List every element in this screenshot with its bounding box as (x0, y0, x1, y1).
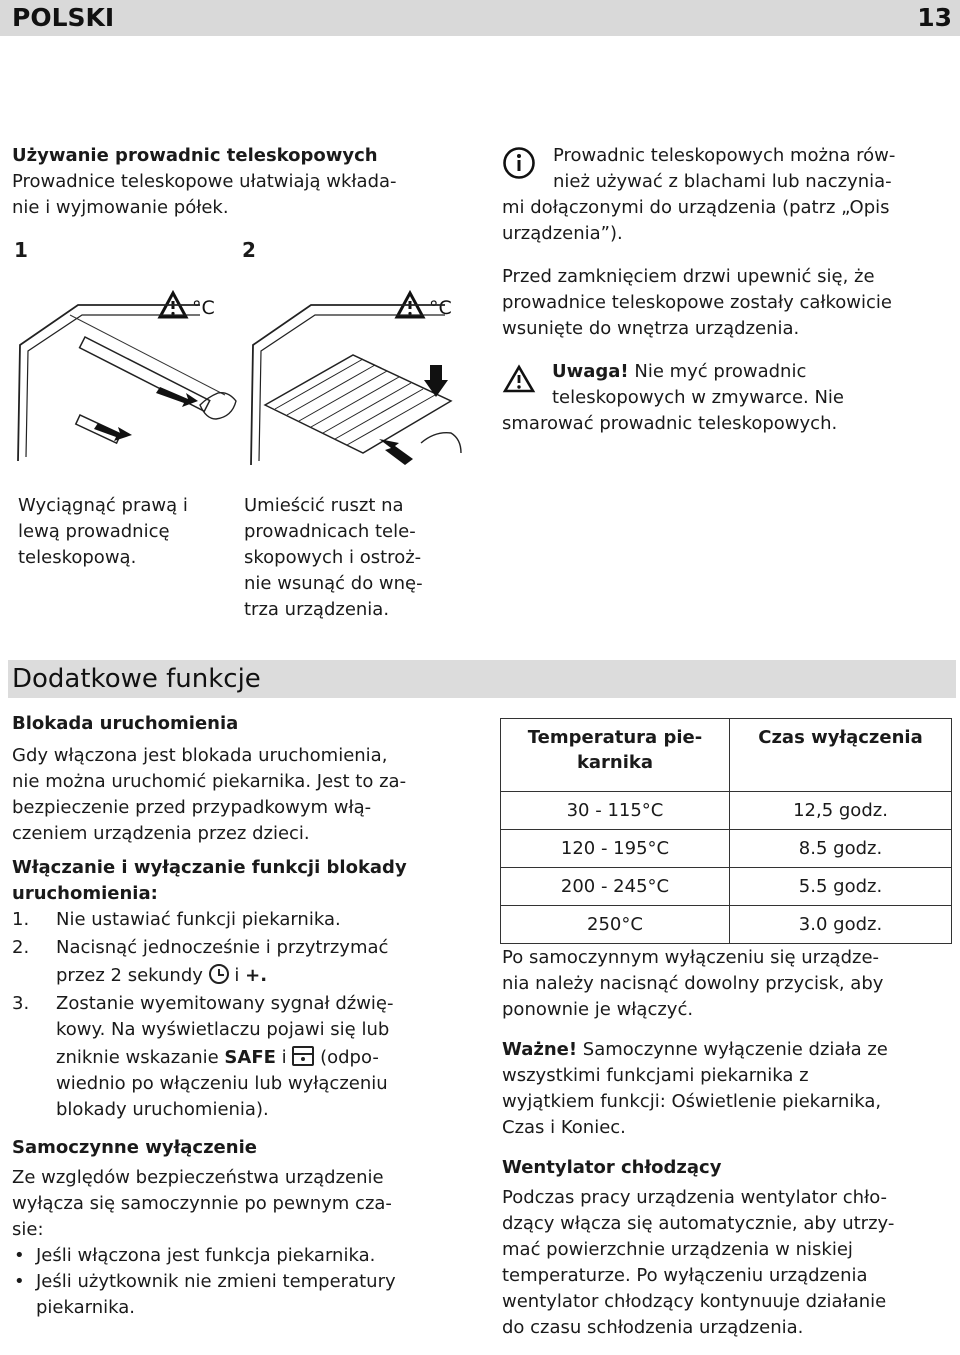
clock-icon (209, 964, 229, 984)
auto-off-body-line: Ze względów bezpieczeństwa urządzenie (12, 1167, 384, 1188)
lock-body-line: Gdy włączona jest blokada uruchomienia, (12, 745, 388, 766)
fan-title: Wentylator chłodzący (502, 1157, 722, 1178)
plus-key-label: + (245, 965, 261, 986)
bullet-line: piekarnika. (36, 1297, 135, 1318)
important-line: wyjątkiem funkcji: Oświetlenie piekarnika, (502, 1091, 882, 1112)
info-line: urządzenia”). (502, 223, 623, 244)
warning-label: Uwaga! (552, 361, 629, 382)
warning-line: smarować prowadnic teleskopowych. (502, 413, 838, 434)
header-line: Temperatura pie- (527, 727, 703, 748)
lock-body-line: czeniem urządzenia przez dzieci. (12, 823, 310, 844)
table-header-time (730, 719, 952, 792)
fan-body-line: wentylator chłodzący kontynuuje działanie (502, 1291, 887, 1312)
lock-title: Blokada uruchomienia (12, 713, 239, 734)
fan-body-line: temperaturze. Po wyłączeniu urządzenia (502, 1265, 868, 1286)
auto-off-body-line: sie: (12, 1219, 44, 1240)
step-line: Nacisnąć jednocześnie i przytrzymać (56, 937, 389, 958)
table-row (501, 868, 952, 906)
table-cell-temperature: 200 - 245°C (501, 868, 730, 906)
note-line: Przed zamknięciem drzwi upewnić się, że (502, 266, 875, 287)
important-line: wszystkimi funkcjami piekarnika z (502, 1065, 809, 1086)
page-number: 13 (917, 3, 952, 32)
close-door-note (502, 264, 954, 342)
important-line: Samoczynne wyłączenie działa ze (577, 1039, 888, 1060)
lock-body-line: nie można uruchomić piekarnika. Jest to za- (12, 771, 407, 792)
table-row (501, 906, 952, 944)
header-line: Czas wyłączenia (758, 727, 923, 748)
info-text-indented (553, 143, 953, 195)
telescopic-intro-line: nie i wyjmowanie półek. (12, 197, 229, 218)
step-line: blokady uruchomienia). (56, 1099, 269, 1120)
table-row (501, 792, 952, 830)
fan-body-line: do czasu schłodzenia urządzenia. (502, 1317, 804, 1338)
bullet-icon: • (14, 1245, 25, 1266)
step-line: i (228, 965, 246, 986)
temperature-label: °C (429, 297, 452, 319)
note-line: wsunięte do wnętrza urządzenia. (502, 318, 800, 339)
important-line: Czas i Koniec. (502, 1117, 626, 1138)
table-cell-time: 12,5 godz. (730, 792, 952, 830)
table-cell-time: 3.0 godz. (730, 906, 952, 944)
step-line: . (260, 965, 268, 986)
info-line: Prowadnic teleskopowych można rów- (553, 145, 896, 166)
after-table-line: ponownie je włączyć. (502, 999, 694, 1020)
bullet-line: Jeśli włączona jest funkcja piekarnika. (36, 1245, 376, 1266)
telescopic-title: Używanie prowadnic teleskopowych (12, 145, 378, 166)
after-table-line: nia należy nacisnąć dowolny przycisk, aby (502, 973, 884, 994)
warning-text-full (502, 411, 954, 437)
table-cell-time: 8.5 godz. (730, 830, 952, 868)
note-line: prowadnice teleskopowe zostały całkowicie (502, 292, 893, 313)
caption-line: lewą prowadnicę (18, 521, 170, 542)
caption-line: teleskopową. (18, 547, 137, 568)
section-heading (8, 660, 956, 698)
table-cell-temperature: 120 - 195°C (501, 830, 730, 868)
table-header-row (501, 719, 952, 792)
table-cell-time: 5.5 godz. (730, 868, 952, 906)
warning-icon (502, 364, 536, 394)
lock-section (12, 711, 462, 1321)
header-line: karnika (576, 752, 654, 773)
warning-text-indented (552, 359, 952, 411)
info-line: nież używać z blachami lub naczynia- (553, 171, 892, 192)
lock-icon (292, 1046, 314, 1066)
temperature-label: °C (192, 297, 215, 319)
step-2-number: 2 (242, 238, 256, 262)
step-1-number: 1 (14, 238, 28, 262)
bullet-item (12, 1243, 462, 1269)
table-header-temperature (501, 719, 730, 792)
figure-pull-runner (10, 275, 240, 475)
lock-step (12, 991, 462, 1123)
warning-line: teleskopowych w zmywarce. Nie (552, 387, 845, 408)
telescopic-intro (12, 143, 482, 221)
language-label: POLSKI (12, 3, 115, 32)
after-table-line: Po samoczynnym wyłączeniu się urządze- (502, 947, 880, 968)
right-column-text (502, 945, 954, 1341)
caption-line: nie wsunąć do wnę- (244, 573, 423, 594)
section-title: Dodatkowe funkcje (12, 664, 261, 694)
table-row (501, 830, 952, 868)
warning-line: Nie myć prowadnic (628, 361, 807, 382)
important-label: Ważne! (502, 1039, 578, 1060)
bullet-line: Jeśli użytkownik nie zmieni temperatury (36, 1271, 396, 1292)
caption-line: Umieścić ruszt na (244, 495, 404, 516)
auto-off-title: Samoczynne wyłączenie (12, 1137, 257, 1158)
lock-step (12, 907, 462, 933)
step-line: zniknie wskazanie (56, 1047, 225, 1068)
fan-body-line: dzący włącza się automatycznie, aby utrzy- (502, 1213, 895, 1234)
caption-line: skopowych i ostroż- (244, 547, 422, 568)
caption-step-2 (244, 493, 484, 623)
bullet-item (12, 1269, 462, 1321)
caption-line: prowadnicach tele- (244, 521, 416, 542)
step-line: Zostanie wyemitowany sygnał dźwię- (56, 993, 394, 1014)
table-cell-temperature: 250°C (501, 906, 730, 944)
step-line: przez 2 sekundy (56, 965, 209, 986)
fan-body-line: Podczas pracy urządzenia wentylator chło- (502, 1187, 888, 1208)
telescopic-intro-line: Prowadnice teleskopowe ułatwiają wkłada- (12, 171, 397, 192)
table-cell-temperature: 30 - 115°C (501, 792, 730, 830)
info-line: mi dołączonymi do urządzenia (patrz „Opis (502, 197, 890, 218)
step-line: Nie ustawiać funkcji piekarnika. (56, 909, 341, 930)
step-line: (odpo- (314, 1047, 379, 1068)
info-icon (502, 146, 536, 180)
lock-body-line: bezpieczenie przed przypadkowym włą- (12, 797, 372, 818)
page-header (0, 0, 960, 36)
step-number: 2. (12, 937, 30, 958)
caption-line: Wyciągnąć prawą i (18, 495, 188, 516)
step-line: wiednio po włączeniu lub wyłączeniu (56, 1073, 388, 1094)
caption-step-1 (18, 493, 238, 571)
auto-off-table (500, 718, 952, 944)
step-number: 1. (12, 909, 30, 930)
lock-step (12, 935, 462, 989)
caption-line: trza urządzenia. (244, 599, 390, 620)
lock-subtitle-line: Włączanie i wyłączanie funkcji blokady (12, 857, 407, 878)
step-line: i (275, 1047, 293, 1068)
step-line: kowy. Na wyświetlaczu pojawi się lub (56, 1019, 390, 1040)
safe-indicator-label: SAFE (224, 1047, 276, 1068)
lock-subtitle-line: uruchomienia: (12, 883, 158, 904)
figure-insert-shelf (245, 275, 475, 480)
auto-off-body-line: wyłącza się samoczynnie po pewnym cza- (12, 1193, 392, 1214)
info-text-full (502, 195, 954, 247)
step-number: 3. (12, 993, 30, 1014)
bullet-icon: • (14, 1271, 25, 1292)
fan-body-line: mać powierzchnie urządzenia w niskiej (502, 1239, 853, 1260)
